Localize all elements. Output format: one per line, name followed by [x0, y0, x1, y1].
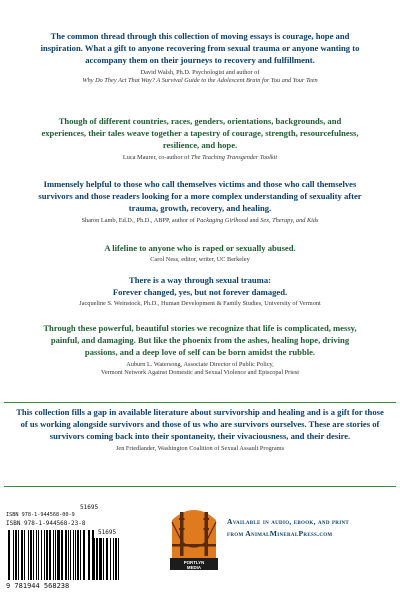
attribution-conjunction: and — [249, 216, 259, 224]
logo-text-bottom: MEDIA — [186, 565, 202, 570]
isbn-line-1: ISBN 978-1-944568-00-9 — [6, 512, 75, 518]
publisher-logo — [168, 498, 220, 572]
quote-line-2: Forever changed, yes, but not forever damaged. — [112, 287, 288, 298]
quote-text: A lifeline to anyone who is raped or sexually abused. — [104, 243, 296, 253]
barcode-bars — [8, 530, 96, 580]
quote-text: Through these powerful, beautiful stories we recognize that life is complicated, messy, painful, and damaging. But like the phoenix from the ashes, healing hope, driving passions, and a deep love of self can be born amidst the rubble. — [43, 323, 357, 358]
quote-attribution — [40, 154, 360, 163]
barcode-bar — [119, 538, 121, 580]
barcode-addon: 51695 — [98, 529, 117, 536]
availability-line-1: Available in audio, ebook, and print — [227, 517, 349, 526]
attribution-name: Luca Maurer, co-author of — [122, 153, 190, 161]
quote-attribution: Jen Friedlander, Washington Coalition of Sexual Assault Programs — [115, 444, 285, 452]
section-divider — [4, 402, 396, 403]
isbn-line-2: ISBN 978-1-944568-23-8 — [6, 520, 86, 527]
quote-maurer — [40, 115, 360, 162]
quote-text: Immensely helpful to those who call themselves victims and those who call themselves survivors and those readers looking for a more complex understanding of sexuality after trauma, growth, recovery, and healing. — [38, 179, 362, 214]
attribution-work: The Teaching Transgender Toolkit — [190, 153, 278, 161]
quote-attribution — [32, 217, 368, 226]
quote-attribution: Jacqueline S. Weinstock, Ph.D., Human Development & Family Studies, University of Vermont — [79, 300, 321, 308]
bridge-logo-icon — [168, 498, 220, 572]
quote-lamb — [32, 178, 368, 225]
attribution-name: Sharon Lamb, Ed.D., Ph.D., ABPP, author of — [81, 216, 195, 224]
logo-text-top: PORTLYN — [183, 560, 205, 565]
quote-friedlander — [16, 406, 384, 453]
quote-text — [20, 274, 380, 298]
price-code: 51695 — [80, 504, 99, 511]
barcode-digits: 9 781944 568238 — [6, 582, 70, 590]
quote-text: This collection fills a gap in available literature about survivorship and healing and is a gift for those of us working alongside survivors and those of us who are survivors ourselves. These are stories of survivors coming back into their spontaneity, their vivaciousness, and their desire. — [16, 407, 384, 442]
quote-text: Though of different countries, races, genders, orientations, backgrounds, and experiences, their tales weave together a tapestry of courage, strength, resourcefulness, resilience, and hope. — [41, 116, 359, 151]
quote-line-1: There is a way through sexual trauma: — [129, 275, 271, 285]
publisher-website: from AnimalMineralPress.com — [227, 529, 333, 538]
quote-watersong — [38, 322, 362, 378]
attribution-work-2: Sex, Therapy, and Kids — [260, 216, 319, 224]
attribution-work: Why Do They Act That Way? A Survival Guide to the Adolescent Brain for You and Your Teen — [82, 77, 318, 85]
quote-weinstock — [20, 274, 380, 309]
attribution-work: Packaging Girlhood — [196, 216, 248, 224]
attribution-name: David Walsh, Ph.D. Psychologist and author of — [140, 68, 260, 76]
quote-attribution — [30, 69, 370, 86]
quote-text: The common thread through this collection of moving essays is courage, hope and inspiration. What a gift to anyone recovering from sexual trauma or anyone wanting to accompany them on their journeys to recovery and fulfillment. — [40, 31, 360, 66]
quote-attribution — [38, 361, 362, 378]
barcode-addon-bars — [94, 538, 121, 580]
section-divider — [4, 486, 396, 487]
attribution-line-2: Vermont Network Against Domestic and Sexual Violence and Episcopal Priest — [101, 369, 299, 377]
isbn-barcode — [6, 504, 126, 596]
attribution-line-1: Auburn L. Watersong, Associate Director of Public Policy, — [126, 360, 274, 368]
quote-walsh — [30, 30, 370, 86]
quote-attribution: Carol Ness, editor, writer, UC Berkeley — [150, 256, 250, 264]
quote-ness — [40, 242, 360, 265]
